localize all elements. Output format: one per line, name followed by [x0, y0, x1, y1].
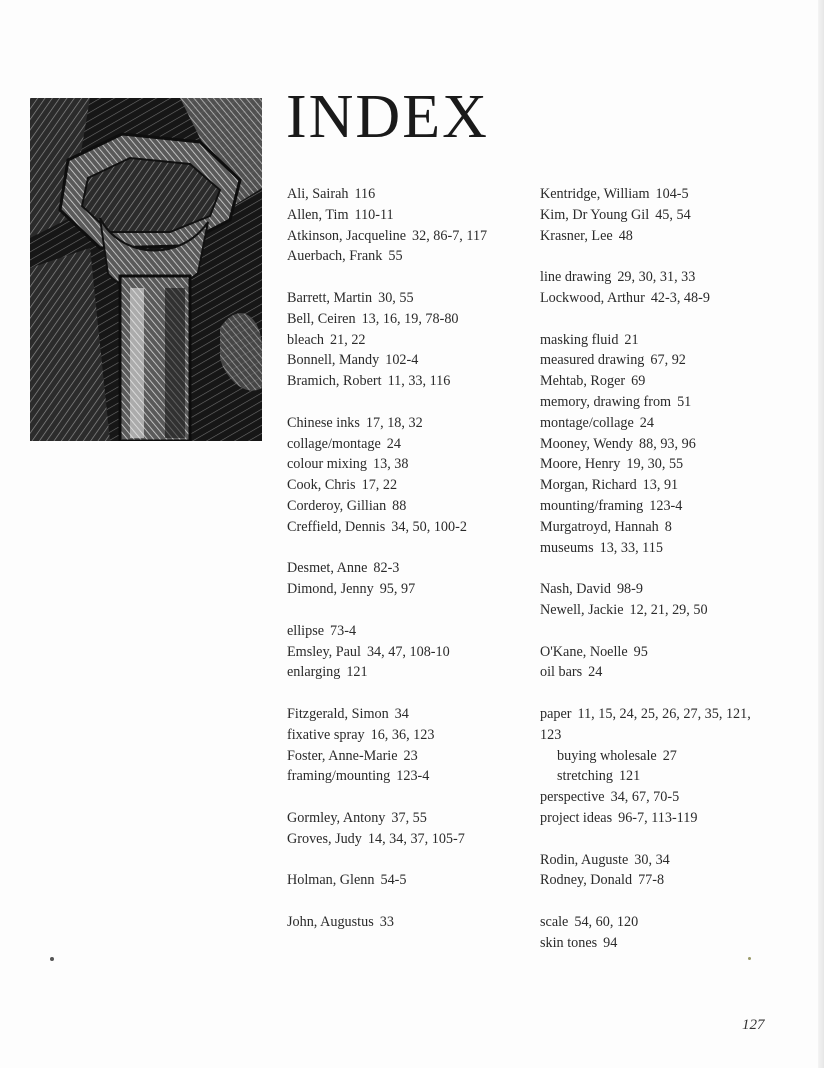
index-term: Atkinson, Jacqueline	[287, 227, 406, 244]
index-entry	[540, 454, 780, 475]
page-number: 127	[742, 1017, 765, 1033]
index-entry	[540, 850, 780, 871]
index-term: montage/collage	[540, 414, 634, 431]
index-entry	[287, 330, 527, 351]
index-entry	[540, 642, 780, 663]
index-page-refs: 27	[662, 747, 677, 764]
index-term: Mooney, Wendy	[540, 435, 634, 452]
index-entry	[287, 205, 527, 226]
index-column-left	[287, 184, 527, 933]
index-entry	[287, 704, 527, 725]
index-term: Bell, Ceiren	[287, 310, 356, 327]
index-entry	[540, 787, 780, 808]
index-page-refs: 24	[588, 664, 603, 681]
index-entry	[287, 662, 527, 683]
index-term: Newell, Jackie	[540, 601, 624, 618]
index-term: Corderoy, Gillian	[287, 497, 387, 514]
index-page-refs: 123-4	[396, 768, 430, 785]
index-term: Barrett, Martin	[287, 289, 373, 306]
index-entry	[287, 766, 527, 787]
index-term: Auerbach, Frank	[287, 248, 383, 265]
index-page-refs: 67, 92	[650, 352, 686, 369]
index-entry	[287, 288, 527, 309]
index-entry	[540, 226, 780, 247]
index-page-refs: 34, 47, 108-10	[366, 643, 450, 660]
index-entry	[540, 205, 780, 226]
index-term: colour mixing	[287, 456, 367, 473]
index-page-refs: 42-3, 48-9	[650, 289, 710, 306]
index-term: Rodin, Auguste	[540, 851, 629, 868]
index-term: stretching	[557, 768, 613, 785]
index-entry	[287, 558, 527, 579]
index-entry	[540, 704, 755, 746]
index-entry	[540, 579, 780, 600]
index-page-refs: 69	[631, 373, 646, 390]
index-term: collage/montage	[287, 435, 381, 452]
index-page-refs: 19, 30, 55	[626, 456, 684, 473]
index-page-refs: 95, 97	[379, 581, 416, 598]
index-term: Rodney, Donald	[540, 872, 633, 889]
index-entry	[540, 933, 780, 954]
index-entry	[540, 808, 780, 829]
index-page-refs: 82-3	[373, 560, 400, 577]
index-page-refs: 30, 34	[634, 851, 670, 868]
index-subentry	[540, 746, 780, 767]
index-term: Chinese inks	[287, 414, 360, 431]
index-term: masking fluid	[540, 331, 619, 348]
index-entry	[287, 184, 527, 205]
index-page-refs: 16, 36, 123	[370, 726, 435, 743]
index-entry	[287, 725, 527, 746]
index-page-refs: 32, 86-7, 117	[412, 227, 488, 244]
index-term: Mehtab, Roger	[540, 373, 626, 390]
index-entry	[287, 642, 527, 663]
index-term: ellipse	[287, 622, 325, 639]
index-term: Gormley, Antony	[287, 809, 386, 826]
index-page-refs: 37, 55	[391, 809, 427, 826]
index-entry	[540, 517, 780, 538]
index-entry	[540, 330, 780, 351]
index-page-refs: 21, 22	[330, 331, 366, 348]
index-term: line drawing	[540, 269, 612, 286]
index-entry	[540, 496, 780, 517]
index-page-refs: 14, 34, 37, 105-7	[367, 830, 465, 847]
index-page-refs: 102-4	[385, 352, 419, 369]
index-entry	[287, 496, 527, 517]
index-page-refs: 13, 33, 115	[599, 539, 663, 556]
index-term: buying wholesale	[557, 747, 657, 764]
index-page-refs: 55	[388, 248, 403, 265]
index-page-refs: 45, 54	[655, 206, 691, 223]
index-page-refs: 116	[354, 186, 376, 202]
index-term: Cook, Chris	[287, 477, 356, 494]
index-page-refs: 30, 55	[378, 289, 414, 306]
index-term: skin tones	[540, 934, 598, 951]
index-term: Krasner, Lee	[540, 227, 613, 244]
index-page-refs: 13, 16, 19, 78-80	[361, 310, 459, 327]
index-entry	[540, 350, 780, 371]
index-page-refs: 13, 91	[642, 477, 679, 494]
index-term: perspective	[540, 789, 605, 806]
index-page-refs: 121	[618, 768, 641, 785]
index-page-refs: 34, 67, 70-5	[610, 789, 680, 806]
index-term: Morgan, Richard	[540, 477, 637, 494]
index-entry	[287, 517, 527, 538]
index-page-refs: 8	[664, 518, 672, 535]
index-page-refs: 13, 38	[373, 456, 409, 473]
index-term: Groves, Judy	[287, 830, 362, 847]
index-page-refs: 104-5	[655, 186, 689, 202]
index-entry	[540, 184, 780, 205]
index-term: Holman, Glenn	[287, 872, 375, 889]
index-page-refs: 11, 15, 24, 25, 26, 27, 35, 121, 123	[540, 705, 751, 743]
index-page-refs: 34	[394, 705, 409, 722]
index-term: Fitzgerald, Simon	[287, 705, 389, 722]
index-term: Allen, Tim	[287, 206, 349, 223]
index-entry	[287, 226, 527, 247]
index-term: Creffield, Dennis	[287, 518, 386, 535]
index-page-refs: 94	[603, 934, 618, 951]
index-entry	[287, 579, 527, 600]
index-page-refs: 48	[618, 227, 633, 244]
index-page-refs: 24	[639, 414, 654, 431]
index-entry	[540, 267, 780, 288]
index-page-refs: 23	[403, 747, 418, 764]
index-term: measured drawing	[540, 352, 645, 369]
index-page-refs: 95	[633, 643, 648, 660]
index-term: fixative spray	[287, 726, 365, 743]
index-page-refs: 17, 22	[361, 477, 398, 494]
page-edge-shadow	[818, 0, 824, 1068]
index-page-refs: 34, 50, 100-2	[391, 518, 467, 535]
index-page-refs: 73-4	[330, 622, 357, 639]
index-entry	[287, 246, 527, 267]
index-entry	[540, 662, 780, 683]
index-term: Kentridge, William	[540, 186, 650, 202]
index-page-refs: 88, 93, 96	[639, 435, 696, 452]
index-term: Dimond, Jenny	[287, 581, 374, 598]
index-term: framing/mounting	[287, 768, 391, 785]
charcoal-column-drawing-icon	[30, 98, 262, 441]
index-entry	[287, 746, 527, 767]
index-entry	[540, 434, 780, 455]
index-term: Lockwood, Arthur	[540, 289, 645, 306]
index-entry	[540, 912, 780, 933]
index-entry	[287, 371, 527, 392]
index-term: Emsley, Paul	[287, 643, 361, 660]
index-term: bleach	[287, 331, 325, 348]
index-page-refs: 110-11	[354, 206, 394, 223]
index-entry	[287, 350, 527, 371]
index-page-refs: 24	[386, 435, 401, 452]
index-page-refs: 21	[624, 331, 639, 348]
paper-speck	[50, 957, 54, 961]
index-term: scale	[540, 913, 569, 930]
index-subentry	[540, 766, 780, 787]
paper-speck	[748, 957, 751, 960]
index-page-refs: 33	[379, 913, 394, 930]
index-entry	[287, 434, 527, 455]
index-entry	[540, 371, 780, 392]
index-page-refs: 98-9	[616, 581, 643, 598]
index-entry	[540, 392, 780, 413]
index-term: Bramich, Robert	[287, 373, 382, 390]
index-entry	[540, 288, 780, 309]
index-term: museums	[540, 539, 594, 556]
index-term: mounting/framing	[540, 497, 644, 514]
index-term: O'Kane, Noelle	[540, 643, 628, 660]
index-entry	[287, 413, 527, 434]
index-page-refs: 17, 18, 32	[365, 414, 423, 431]
index-term: Kim, Dr Young Gil	[540, 206, 650, 223]
index-entry	[287, 621, 527, 642]
index-term: memory, drawing from	[540, 393, 672, 410]
index-entry	[287, 475, 527, 496]
index-page-refs: 77-8	[638, 872, 665, 889]
index-page-refs: 121	[346, 664, 368, 681]
index-term: Ali, Sairah	[287, 186, 349, 202]
index-entry	[540, 600, 780, 621]
index-page-refs: 54, 60, 120	[574, 913, 639, 930]
index-page-refs: 123-4	[649, 497, 683, 514]
index-term: Desmet, Anne	[287, 560, 368, 577]
index-page-refs: 88	[392, 497, 407, 514]
index-entry	[287, 309, 527, 330]
index-entry	[287, 808, 527, 829]
index-term: Murgatroyd, Hannah	[540, 518, 659, 535]
index-term: Nash, David	[540, 581, 611, 598]
index-entry	[287, 829, 527, 850]
index-term: Foster, Anne-Marie	[287, 747, 398, 764]
index-term: enlarging	[287, 664, 341, 681]
index-page-refs: 96-7, 113-119	[618, 809, 698, 826]
index-entry	[287, 454, 527, 475]
index-page-refs: 11, 33, 116	[387, 373, 451, 390]
index-term: project ideas	[540, 809, 613, 826]
index-entry	[287, 870, 527, 891]
index-term: Moore, Henry	[540, 456, 621, 473]
index-entry	[540, 413, 780, 434]
index-term: oil bars	[540, 664, 583, 681]
index-entry	[540, 538, 780, 559]
index-term: Bonnell, Mandy	[287, 352, 380, 369]
index-term: John, Augustus	[287, 913, 374, 930]
index-page-refs: 54-5	[380, 872, 407, 889]
index-entry	[540, 870, 780, 891]
index-column-right	[540, 184, 780, 953]
index-page-refs: 51	[677, 393, 692, 410]
index-entry	[287, 912, 527, 933]
index-entry	[540, 475, 780, 496]
index-page-refs: 29, 30, 31, 33	[617, 269, 696, 286]
index-page-refs: 12, 21, 29, 50	[629, 601, 708, 618]
index-term: paper	[540, 705, 572, 722]
page-title: INDEX	[286, 83, 489, 151]
